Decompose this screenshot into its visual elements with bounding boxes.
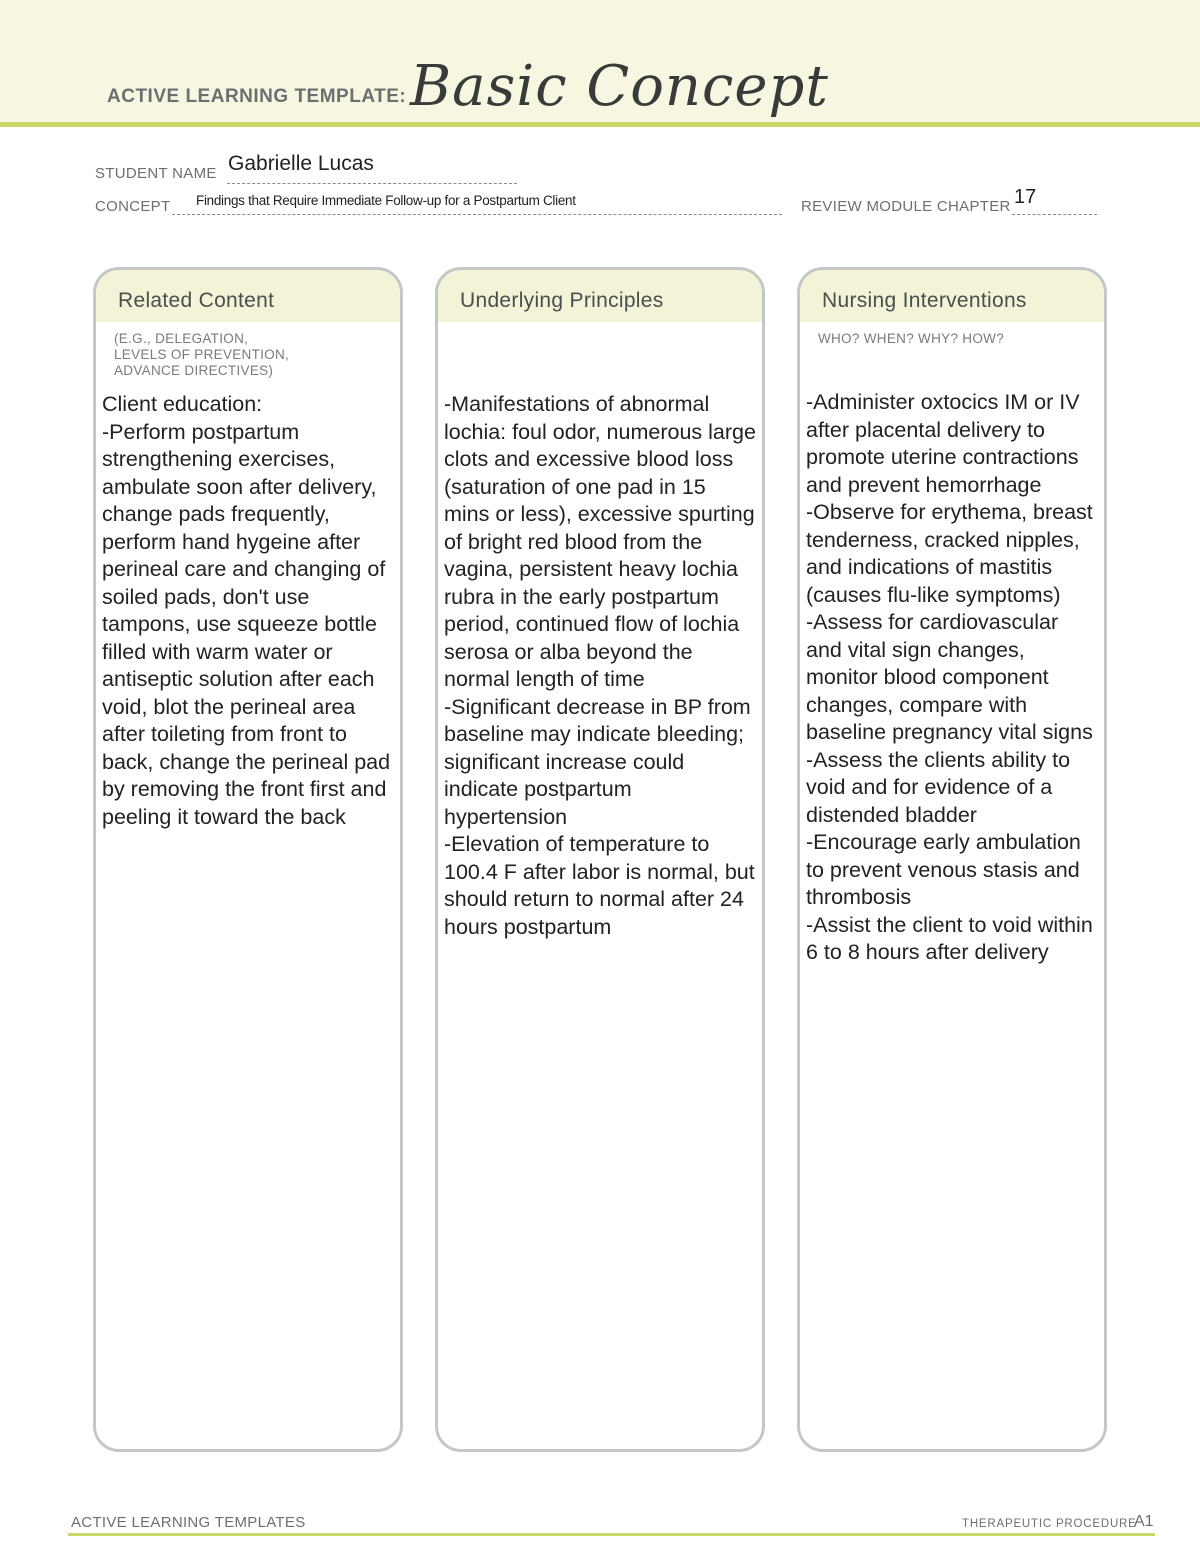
panel-subtitle: WHO? WHEN? WHY? HOW? xyxy=(818,331,1005,346)
panel-body-text[interactable]: -Administer oxtocics IM or IV after placental delivery to promote uterine contractions and prevent hemorrhage -Observe for erythema, breast tenderness, cracked nipples, and indications of mastitis (causes flu-like symptoms) -Assess for cardiovascular and vital sign changes, monitor blood component changes, compare with baseline pregnancy vital signs -Assess the clients ability to void and for evidence of a distended bladder -Encourage early ambulation to prevent venous stasis and thrombosis -Assist the client to void within 6 to 8 hours after delivery xyxy=(806,390,1093,964)
panel-underlying-principles xyxy=(435,267,765,1452)
concept-underline xyxy=(172,214,782,215)
student-name-label: STUDENT NAME xyxy=(95,165,217,182)
student-name-value[interactable]: Gabrielle Lucas xyxy=(228,152,374,175)
footer-left-label: ACTIVE LEARNING TEMPLATES xyxy=(71,1514,306,1531)
header-divider xyxy=(0,122,1200,127)
panel-title: Underlying Principles xyxy=(460,289,664,312)
template-label: ACTIVE LEARNING TEMPLATE: xyxy=(107,86,407,107)
review-module-underline xyxy=(1012,214,1097,215)
concept-label: CONCEPT xyxy=(95,198,171,215)
panel-subtitle: (E.G., DELEGATION, LEVELS OF PREVENTION, ADVANCE DIRECTIVES) xyxy=(114,331,290,378)
panel-related-content xyxy=(93,267,403,1452)
footer-divider xyxy=(68,1533,1155,1536)
student-name-underline xyxy=(227,183,517,184)
panel-body-text[interactable]: -Manifestations of abnormal lochia: foul odor, numerous large clots and excessive blood loss (saturation of one pad in 15 mins or less), excessive spurting of bright red blood from the vagina, persistent heavy lochia rubra in the early postpartum period, continued flow of lochia serosa or alba beyond the normal length of time -Significant decrease in BP from baseline may indicate bleeding; significant increase could indicate postpartum hypertension -Elevation of temperature to 100.4 F after labor is normal, but should return to normal after 24 hours postpartum xyxy=(444,392,756,939)
panel-title: Nursing Interventions xyxy=(822,289,1027,312)
template-title: Basic Concept xyxy=(410,54,829,119)
panel-nursing-interventions xyxy=(797,267,1107,1452)
review-module-value[interactable]: 17 xyxy=(1014,186,1037,208)
concept-value[interactable]: Findings that Require Immediate Follow-up for a Postpartum Client xyxy=(196,193,576,208)
footer-right-label: THERAPEUTIC PROCEDURE xyxy=(962,1518,1137,1530)
panel-title: Related Content xyxy=(118,289,275,312)
panel-body-text[interactable]: Client education: -Perform postpartum strengthening exercises, ambulate soon after delivery, change pads frequently, perform hand hygeine after perineal care and changing of soiled pads, don't use tampons, use squeeze bottle filled with warm water or antiseptic solution after each void, blot the perineal area after toileting from front to back, change the perineal pad by removing the front first and peeling it toward the back xyxy=(102,392,391,829)
review-module-label: REVIEW MODULE CHAPTER xyxy=(801,198,1011,215)
footer-page-number: A1 xyxy=(1134,1513,1154,1530)
